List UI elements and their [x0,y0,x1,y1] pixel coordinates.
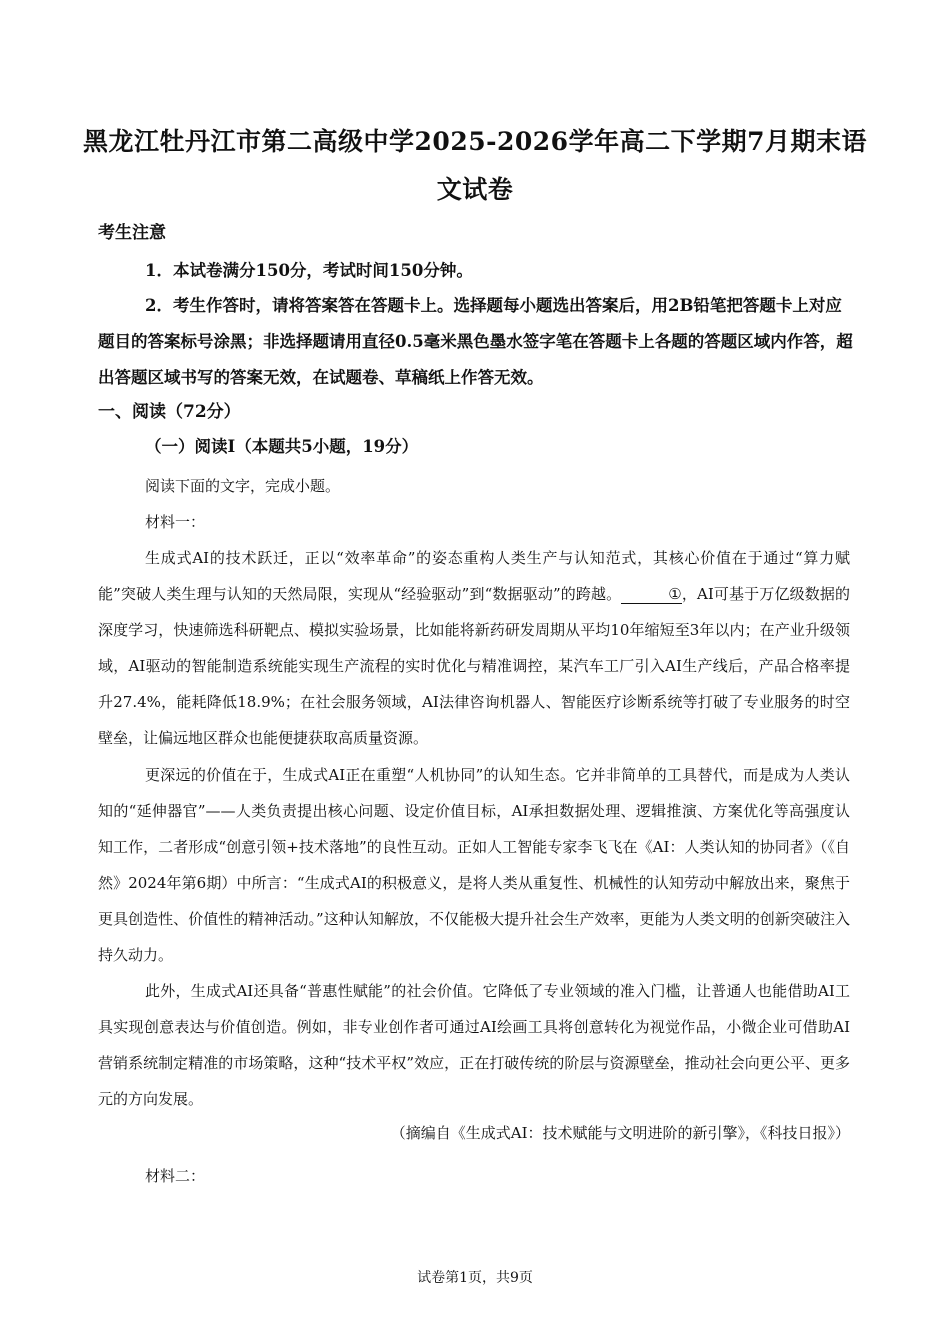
paragraph-2: 更深远的价值在于，生成式AI正在重塑“人机协同”的认知生态。它并非简单的工具替代，而是成为人类认知的“延伸器官”——人类负责提出核心问题、设定价值目标，AI承担数据处理、逻辑推演、方案优化等高强度认知工作，二者形成“创意引领+技术落地”的良性互动。正如人工智能专家李飞飞在《AI：人类认知的协同者》（《自然》2024年第6期）中所言：“生成式AI的积极意义，是将人类从重复性、机械性的认知劳动中解放出来，聚焦于更具创造性、价值性的精神活动。”这种认知解放，不仅能极大提升社会生产效率，更能为人类文明的创新突破注入持久动力。 [98,766,850,964]
paragraph-1 [98,540,850,756]
source-citation: （摘编自《生成式AI：技术赋能与文明进阶的新引擎》，《科技日报》） [390,1124,850,1142]
notice-item-2: 2．考生作答时，请将答案答在答题卡上。选择题每小题选出答案后，用2B铅笔把答题卡上对应题目的答案标号涂黑；非选择题请用直径0.5毫米黑色墨水签字笔在答题卡上各题的答题区域内作答，超出答题区域书写的答案无效，在试题卷、草稿纸上作答无效。 [98,296,853,387]
notice-heading: 考生注意 [98,223,166,243]
instruction-text: 阅读下面的文字，完成小题。 [145,477,341,495]
page-footer: 试卷第1页，共9页 [417,1270,533,1286]
page-title: 黑龙江牡丹江市第二高级中学2025-2026学年高二下学期7月期末语文试卷 [83,127,867,204]
notice-item-1: 1．本试卷满分150分，考试时间150分钟。 [145,261,473,280]
material-1-label: 材料一： [145,513,206,531]
material-2-label: 材料二： [145,1167,206,1185]
paragraph-1-part-b: ，AI可基于万亿级数据的深度学习，快速筛选科研靶点、模拟实验场景，比如能将新药研发周期从平均10年缩短至3年以内；在产业升级领域，AI驱动的智能制造系统能实现生产流程的实时优化与精准调控，某汽车工厂引入AI生产线后，产品合格率提升27.4%，能耗降低18.9%；在社会服务领域，AI法律咨询机器人、智能医疗诊断系统等打破了专业服务的时空壁垒，让偏远地区群众也能便捷获取高质量资源。 [98,585,850,747]
section-heading: 一、阅读（72分） [98,402,241,422]
subsection-heading: （一）阅读I（本题共5小题，19分） [145,437,419,456]
paragraph-1-part-a: 生成式AI的技术跃迁，正以“效率革命”的姿态重构人类生产与认知范式，其核心价值在于通过“算力赋能”突破人类生理与认知的天然局限，实现从“经验驱动”到“数据驱动”的跨越。 [98,549,850,603]
paragraph-3: 此外，生成式AI还具备“普惠性赋能”的社会价值。它降低了专业领域的准入门槛，让普通人也能借助AI工具实现创意表达与价值创造。例如，非专业创作者可通过AI绘画工具将创意转化为视觉作品，小微企业可借助AI营销系统制定精准的市场策略，这种“技术平权”效应，正在打破传统的阶层与资源壁垒，推动社会向更公平、更多元的方向发展。 [98,982,850,1108]
blank-1: ① [621,585,681,604]
